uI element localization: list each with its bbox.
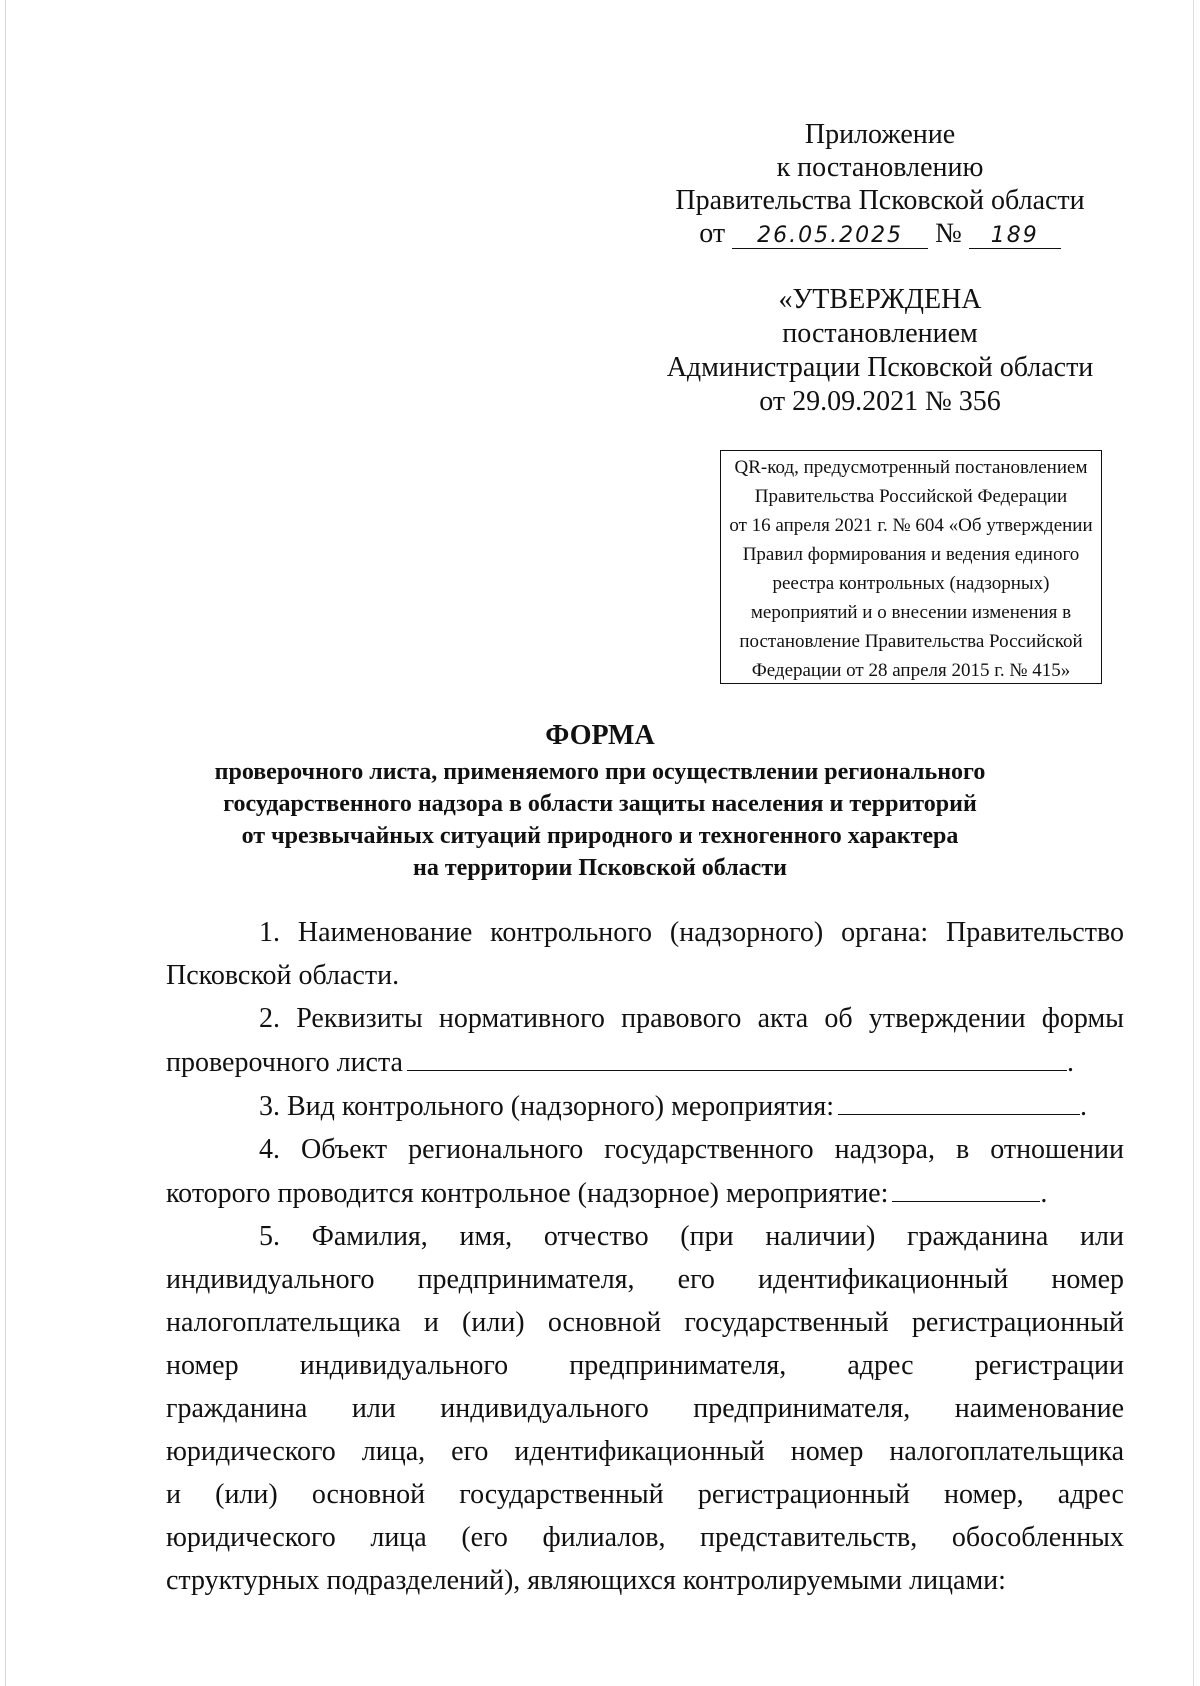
handwritten-number: 189 (969, 222, 1061, 249)
subtitle-line: проверочного листа, применяемого при осуществлении регионального (214, 759, 986, 785)
approval-title: «УТВЕРЖДЕНА (778, 284, 982, 315)
item-5-line: налогоплательщика и (или) основной государственный регистрационный (166, 1307, 1124, 1338)
blank-fill-line (892, 1171, 1040, 1202)
item-3 (166, 1084, 1124, 1128)
qr-box-line: QR-код, предусмотренный постановлением (734, 457, 1088, 478)
qr-box-line: реестра контрольных (надзорных) (772, 573, 1050, 594)
item-5-line: юридического лица (его филиалов, представительств, обособленных (166, 1522, 1124, 1553)
qr-box-line: Правил формирования и ведения единого (742, 544, 1080, 565)
blank-fill-line (407, 1040, 1067, 1071)
appendix-title: Приложение (804, 119, 956, 150)
item-3-text: 3. Вид контрольного (надзорного) мероприятия: (259, 1091, 834, 1122)
qr-box-line: Федерации от 28 апреля 2015 г. № 415» (751, 660, 1071, 681)
item-2-period: . (1067, 1047, 1074, 1078)
item-5-line: структурных подразделений), являющихся контролируемыми лицами: (166, 1565, 1006, 1596)
appendix-date-line (640, 217, 1120, 250)
appendix-line-3: Правительства Псковской области (675, 185, 1085, 216)
item-5-line: 5. Фамилия, имя, отчество (при наличии) гражданина или (259, 1221, 1124, 1252)
scan-edge-right (1193, 0, 1194, 1686)
date-prefix: от (699, 218, 726, 249)
approval-line-4: от 29.09.2021 № 356 (759, 386, 1001, 417)
qr-box-line: постановление Правительства Российской (739, 631, 1083, 652)
qr-code-notice-box (720, 450, 1102, 684)
item-5-line: и (или) основной государственный регистрационный номер, адрес (166, 1479, 1124, 1510)
blank-fill-line (838, 1084, 1080, 1115)
appendix-line-2: к постановлению (776, 152, 984, 183)
form-title: ФОРМА (545, 720, 655, 751)
scan-edge-left (5, 0, 6, 1686)
appendix-header (640, 118, 1120, 250)
number-prefix: № (935, 218, 962, 249)
subtitle-line: от чрезвычайных ситуаций природного и техногенного характера (241, 823, 959, 849)
item-5 (166, 1215, 1124, 1602)
subtitle-line: на территории Псковской области (413, 855, 787, 881)
qr-box-line: Правительства Российской Федерации (754, 486, 1068, 507)
item-5-line: индивидуального предпринимателя, его идентификационный номер (166, 1264, 1124, 1295)
item-5-line: номер индивидуального предпринимателя, адрес регистрации (166, 1350, 1124, 1381)
qr-box-line: мероприятий и о внесении изменения в (750, 602, 1072, 623)
qr-box-line: от 16 апреля 2021 г. № 604 «Об утверждении (729, 515, 1093, 536)
item-3-period: . (1079, 1091, 1087, 1122)
item-2-text: 2. Реквизиты нормативного правового акта об утверждении формы проверочного листа (166, 1003, 1124, 1078)
item-5-line: юридического лица, его идентификационный номер налогоплательщика (166, 1436, 1124, 1467)
item-1: 1. Наименование контрольного (надзорного) органа: Правительство Псковской области. (166, 917, 1124, 991)
item-5-line: гражданина или индивидуального предпринимателя, наименование (166, 1393, 1124, 1424)
item-4-period: . (1040, 1178, 1048, 1209)
approval-line-2: постановлением (782, 318, 978, 349)
form-subtitle (150, 756, 1050, 884)
item-4-text: 4. Объект регионального государственного надзора, в отношении которого проводится контрольное (надзорное) мероприятие: (166, 1134, 1124, 1209)
item-2 (166, 997, 1124, 1084)
handwritten-date: 26.05.2025 (732, 222, 928, 249)
item-4 (166, 1128, 1124, 1215)
subtitle-line: государственного надзора в области защиты населения и территорий (223, 791, 977, 817)
approval-block (640, 283, 1120, 419)
form-items (166, 911, 1124, 1602)
approval-line-3: Администрации Псковской области (666, 352, 1094, 383)
